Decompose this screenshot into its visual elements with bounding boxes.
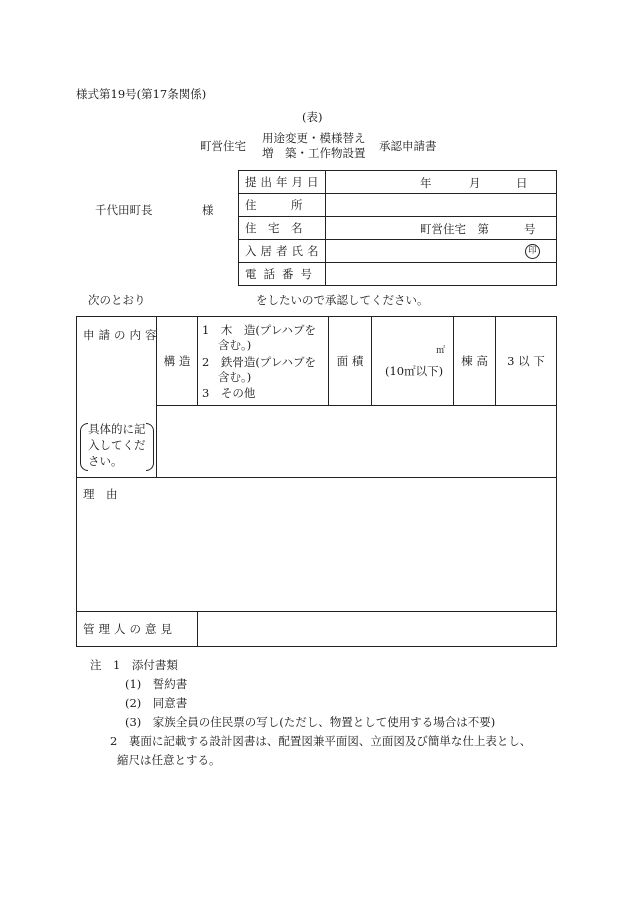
date-month: 月 (469, 176, 481, 190)
date-field[interactable] (326, 171, 557, 194)
structure-option-2b: 含む。) (218, 370, 252, 384)
area-unit: ㎡ (436, 346, 446, 356)
form-number: 様式第19号(第17条関係) (76, 87, 207, 101)
structure-option-3: 3 その他 (202, 386, 256, 400)
side-mark: (表) (302, 110, 323, 124)
notes-title: 注 1 添付書類 (90, 658, 178, 672)
area-field[interactable] (372, 317, 454, 406)
date-day: 日 (516, 176, 528, 190)
house-prefix: 町営住宅 第 (420, 222, 489, 236)
left-paren-icon (80, 423, 88, 471)
date-year: 年 (420, 176, 432, 190)
structure-label: 構 造 (157, 317, 198, 406)
reason-cell[interactable] (77, 478, 557, 612)
address-field[interactable] (326, 194, 557, 217)
seal-icon: 印 (525, 244, 540, 259)
specific-field[interactable] (157, 406, 557, 478)
request-suffix: をしたいので承認してください。 (256, 293, 429, 307)
request-prefix: 次のとおり (88, 293, 146, 307)
floors-label: 棟 高 (454, 317, 496, 406)
addressee-name: 千代田町長 (95, 203, 153, 217)
house-field[interactable] (326, 217, 557, 240)
address-label: 住 所 (239, 194, 326, 217)
manager-field[interactable] (198, 612, 557, 647)
area-label: 面 積 (329, 317, 372, 406)
resident-label: 入居者氏名 (239, 240, 326, 263)
notes-2-line2: 縮尺は任意とする。 (117, 753, 221, 767)
request-table (76, 316, 557, 647)
specific-line1: 具体的に記 (88, 422, 146, 436)
specific-line2: 入してくだ (88, 438, 146, 452)
addressee-honorific: 様 (202, 203, 214, 217)
request-label: 申請の内容 (83, 328, 161, 342)
notes-item-1: (1) 誓約書 (125, 677, 188, 691)
structure-option-1b: 含む。) (218, 338, 252, 352)
request-content-cell (77, 317, 161, 478)
title-suffix: 承認申請書 (379, 139, 437, 153)
phone-field[interactable] (326, 263, 557, 286)
house-suffix: 号 (524, 222, 536, 236)
applicant-table (238, 170, 557, 286)
floors-value: 3 以 下 (496, 317, 557, 406)
manager-label: 管理人の意見 (77, 612, 198, 647)
notes-2-line1: 2 裏面に記載する設計図書は、配置図兼平面図、立面図及び簡単な仕上表とし、 (110, 734, 532, 748)
right-paren-icon (146, 423, 154, 471)
resident-field[interactable] (326, 240, 557, 263)
title-line1: 用途変更・模様替え (262, 131, 366, 145)
house-label: 住 宅 名 (239, 217, 326, 240)
reason-label: 理 由 (83, 487, 118, 501)
area-limit: (10㎡以下) (385, 364, 444, 378)
date-label: 提出年月日 (239, 171, 326, 194)
title-line2: 増 築・工作物設置 (262, 146, 366, 160)
title-prefix: 町営住宅 (200, 139, 246, 153)
phone-label: 電話番号 (239, 263, 326, 286)
structure-option-1a: 1 木 造(プレハブを (202, 323, 317, 337)
specific-line3: さい。 (88, 454, 123, 468)
structure-options (198, 317, 329, 406)
notes-item-3: (3) 家族全員の住民票の写し(ただし、物置として使用する場合は不要) (125, 715, 496, 729)
structure-option-2a: 2 鉄骨造(プレハブを (202, 355, 317, 369)
notes-item-2: (2) 同意書 (125, 696, 188, 710)
